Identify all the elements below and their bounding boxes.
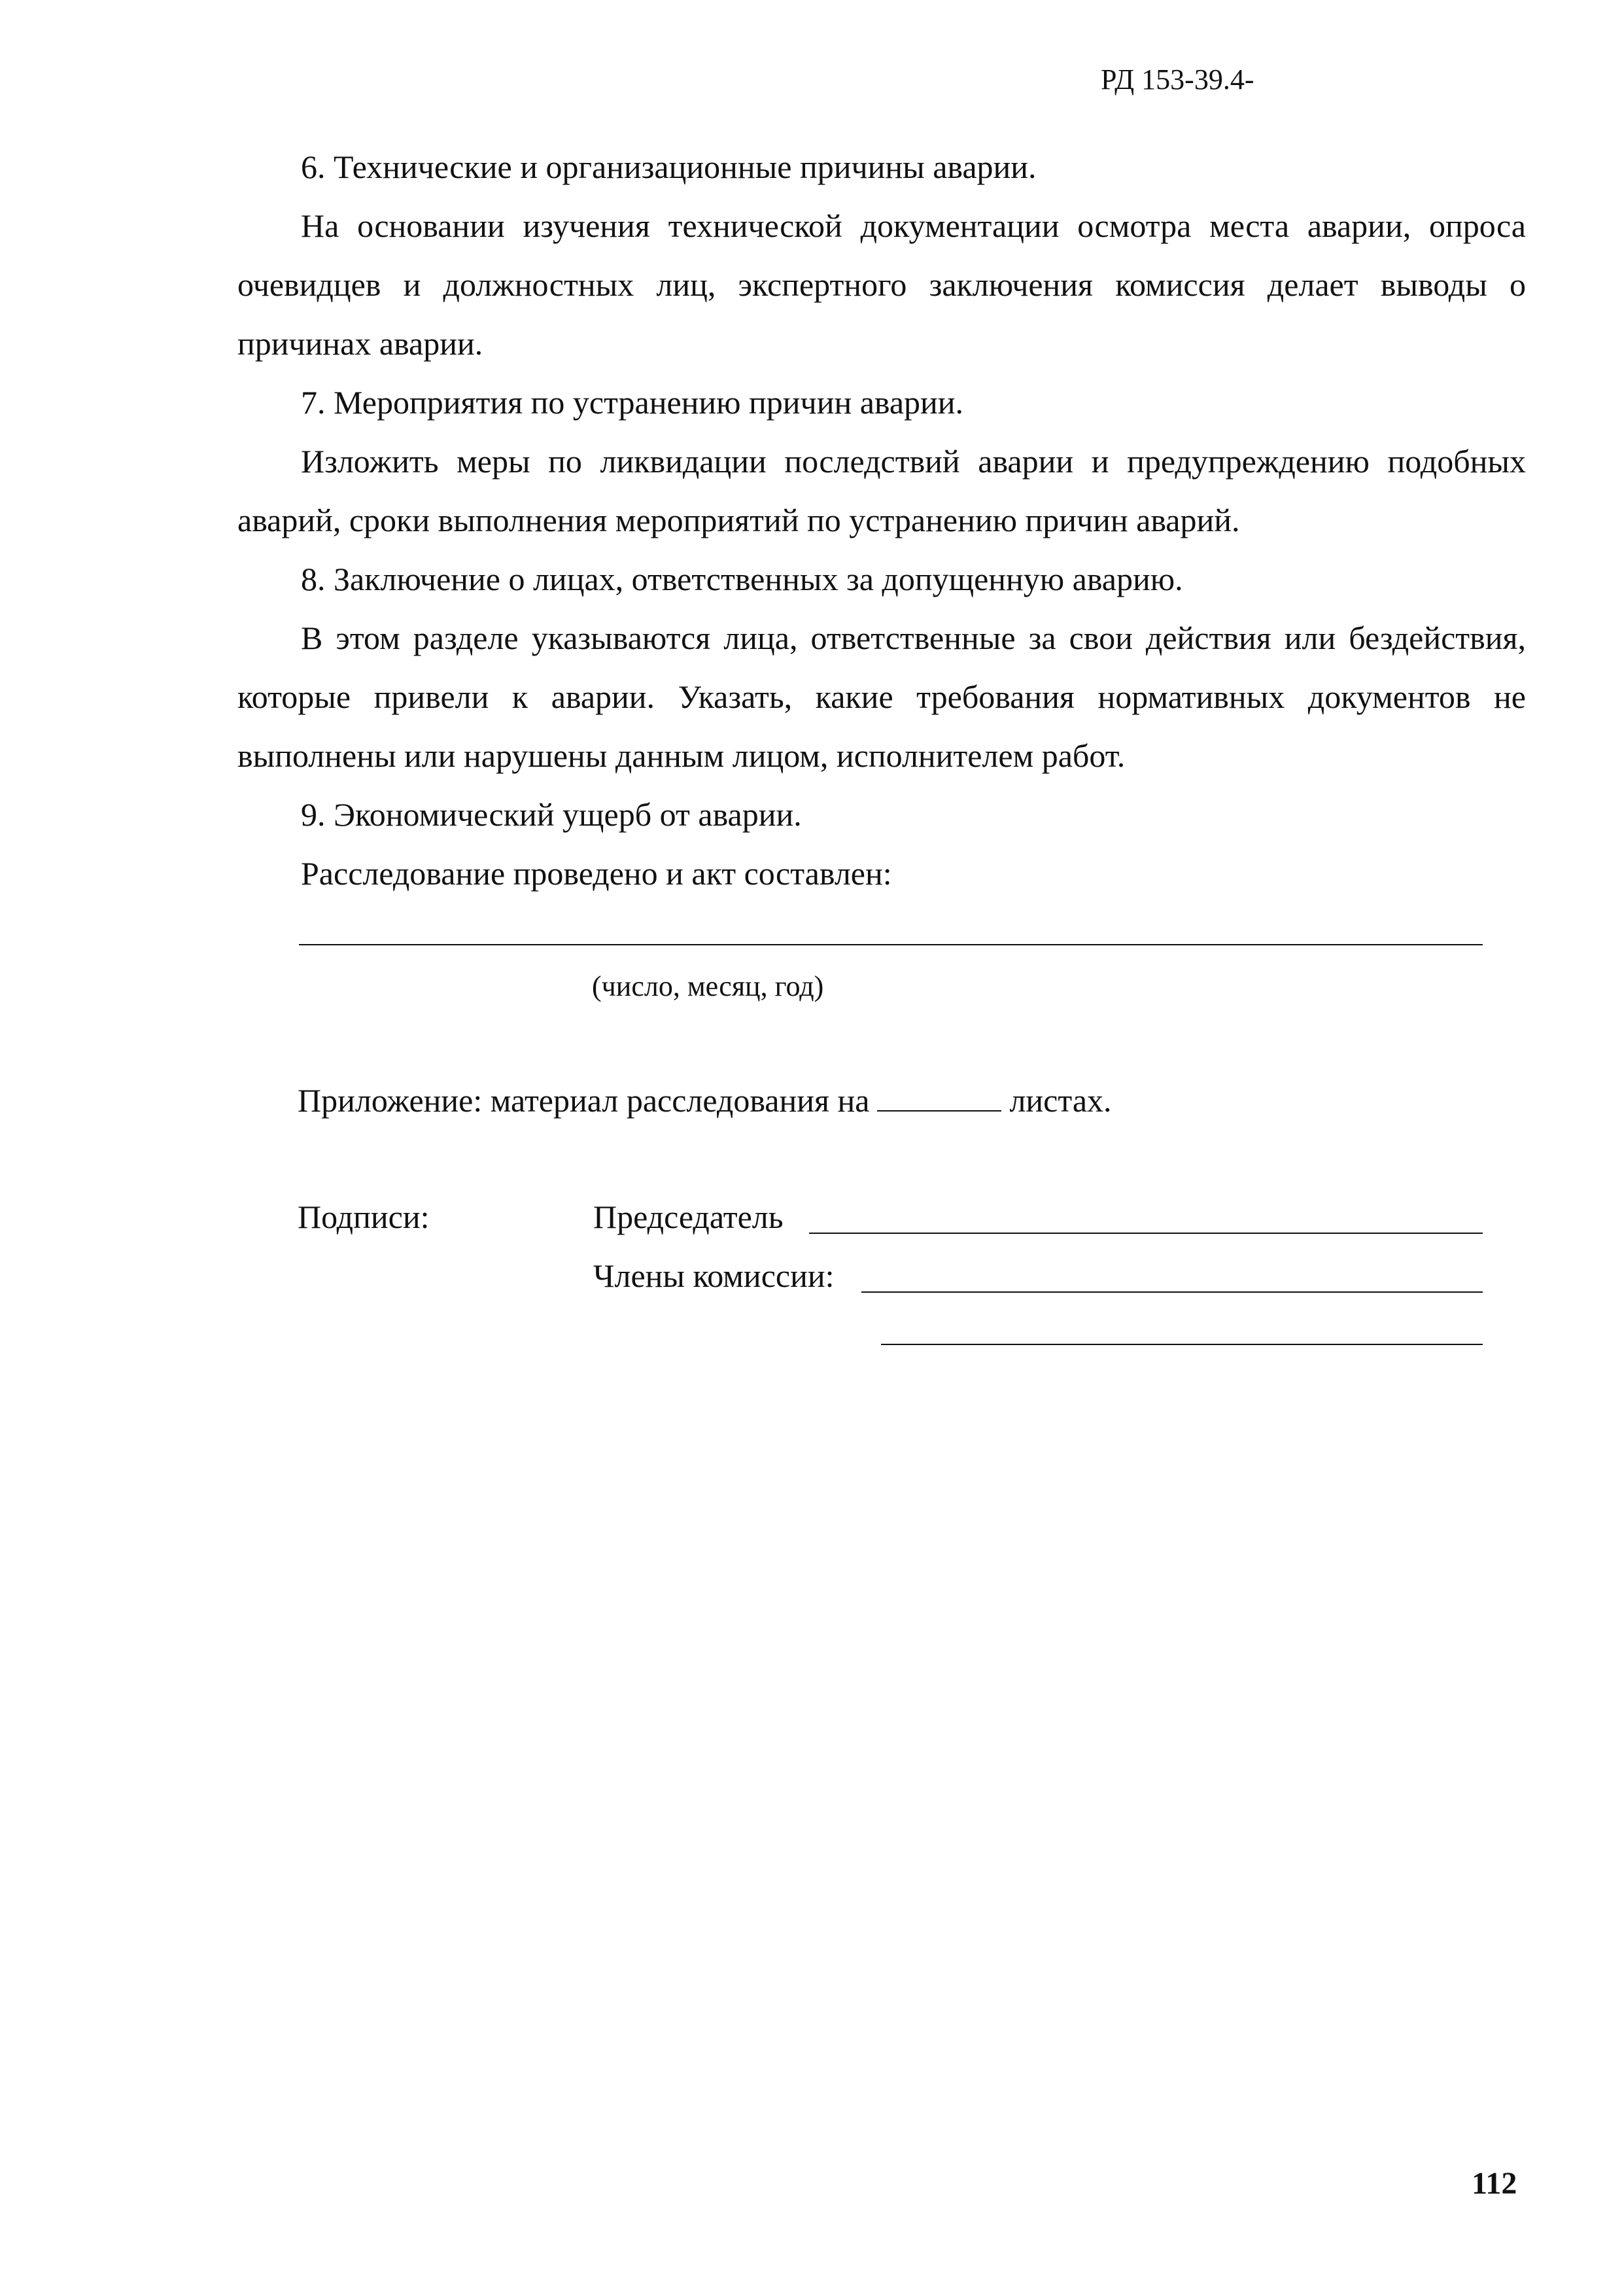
sheet-count-blank <box>877 1076 1001 1112</box>
signatures-label: Подписи: <box>298 1199 430 1235</box>
section-7-heading: 7. Мероприятия по устранению причин аварии. <box>301 384 964 421</box>
appendix-prefix: Приложение: материал расследования на <box>298 1082 870 1119</box>
members-label: Члены комиссии: <box>593 1257 835 1294</box>
member-signature-line-2 <box>881 1344 1483 1345</box>
investigation-statement: Расследование проведено и акт составлен: <box>301 855 892 892</box>
date-blank-line <box>299 944 1483 945</box>
chairman-signature-line <box>809 1233 1483 1234</box>
page-number: 112 <box>1472 2166 1517 2201</box>
chairman-label: Председатель <box>593 1199 784 1235</box>
section-6-text: На основании изучения технической документации осмотра места аварии, опроса очевидцев и должностных лиц, экспертного заключения комиссия делает выводы о причинах аварии. <box>237 207 1526 362</box>
section-8-text: В этом разделе указываются лица, ответственные за свои действия или бездействия, которые привели к аварии. Указать, какие требования нормативных документов не выполнены или нарушены данным лицом, исполнителем работ. <box>237 620 1526 774</box>
appendix-suffix: листах. <box>1009 1082 1112 1119</box>
section-7-text: Изложить меры по ликвидации последствий аварии и предупреждению подобных аварий, сроки выполнения мероприятий по устранению причин аварий. <box>237 443 1526 538</box>
section-8-heading: 8. Заключение о лицах, ответственных за допущенную аварию. <box>301 561 1183 597</box>
section-9-heading: 9. Экономический ущерб от аварии. <box>301 796 802 833</box>
member-signature-line-1 <box>861 1291 1483 1293</box>
section-6-heading: 6. Технические и организационные причины аварии. <box>301 149 1037 185</box>
date-caption: (число, месяц, год) <box>592 970 824 1002</box>
appendix-line <box>298 1076 1112 1123</box>
document-code: РД 153-39.4- <box>1101 63 1254 96</box>
